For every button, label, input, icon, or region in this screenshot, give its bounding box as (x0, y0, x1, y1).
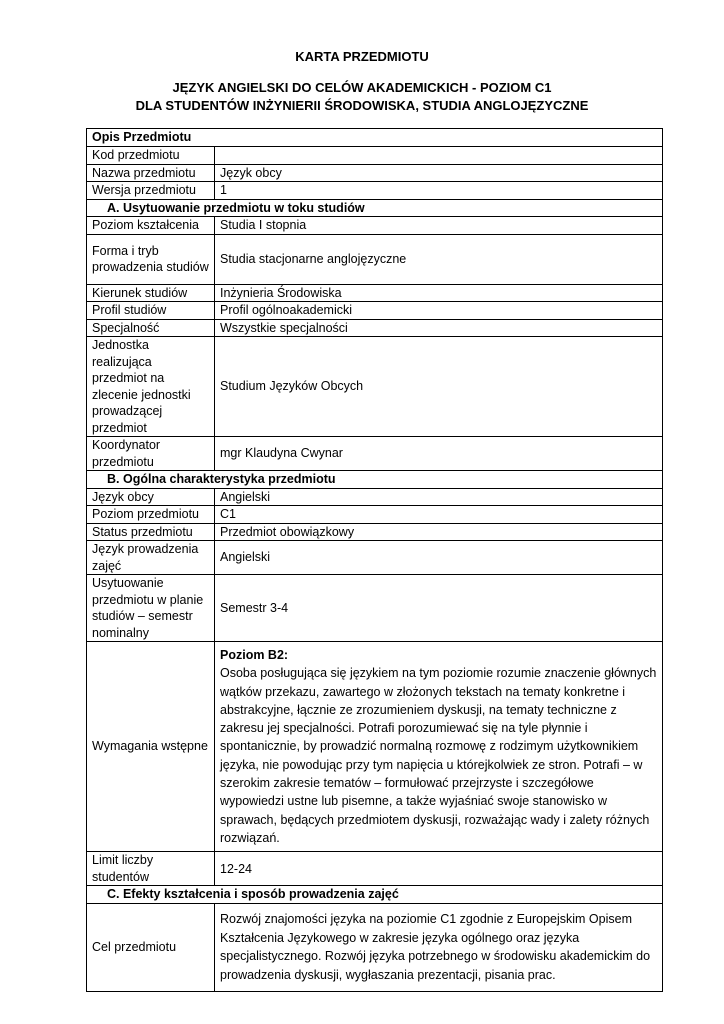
table-row (87, 182, 663, 200)
row-value: Przedmiot obowiązkowy (215, 523, 663, 541)
row-value: mgr Klaudyna Cwynar (215, 437, 663, 471)
table-row (87, 337, 663, 437)
table-row (87, 852, 663, 886)
wymagania-text: Osoba posługująca się językiem na tym poziomie rozumie znaczenie głównych wątków przekazu, zawartego w złożonych tekstach na tematy konkretne i abstrakcyjne, łącznie ze zrozumieniem dyskusji, na tematy techniczne z zakresu jej specjalności. Potrafi porozumiewać się na tyle płynnie i spontanicznie, by prowadzić normalną rozmowę z rodzimym użytkownikiem języka, nie powodując przy tym napięcia u którejkolwiek ze stron. Potrafi – w szerokim zakresie tematów – formułować przejrzyste i szczegółowe wypowiedzi ustne lub pisemne, a także wyjaśniać swoje stanowisko w sprawach, będących przedmiotem dyskusji, rozważając wady i zalety różnych rozwiązań. (220, 666, 657, 845)
row-label: Forma i tryb prowadzenia studiów (87, 234, 215, 284)
document-subtitle-2: DLA STUDENTÓW INŻYNIERII ŚRODOWISKA, STUDIA ANGLOJĘZYCZNE (135, 98, 589, 113)
row-label: Cel przedmiotu (87, 903, 215, 991)
row-label: Język obcy (87, 488, 215, 506)
table-row (87, 437, 663, 471)
row-value: Język obcy (215, 164, 663, 182)
section-heading-row (87, 129, 663, 147)
table-row (87, 506, 663, 524)
row-value: Wszystkie specjalności (215, 319, 663, 337)
row-value: Studia I stopnia (215, 217, 663, 235)
row-value: 1 (215, 182, 663, 200)
row-label: Język prowadzenia zajęć (87, 541, 215, 575)
section-c-heading: C. Efekty kształcenia i sposób prowadzenia zajęć (87, 886, 663, 904)
row-value: Angielski (215, 541, 663, 575)
row-label: Kod przedmiotu (87, 147, 215, 165)
table-row (87, 488, 663, 506)
row-value: Semestr 3-4 (215, 575, 663, 642)
table-row (87, 217, 663, 235)
row-label: Usytuowanie przedmiotu w planie studiów – semestr nominalny (87, 575, 215, 642)
row-label: Poziom kształcenia (87, 217, 215, 235)
row-label: Specjalność (87, 319, 215, 337)
row-label: Wymagania wstępne (87, 642, 215, 852)
section-heading-row (87, 471, 663, 489)
row-label: Profil studiów (87, 302, 215, 320)
row-label: Limit liczby studentów (87, 852, 215, 886)
section-heading-row (87, 199, 663, 217)
row-value: C1 (215, 506, 663, 524)
table-row (87, 284, 663, 302)
row-value: 12-24 (215, 852, 663, 886)
course-card-table (86, 128, 663, 992)
table-row (87, 523, 663, 541)
table-row (87, 147, 663, 165)
table-row (87, 234, 663, 284)
row-label: Wersja przedmiotu (87, 182, 215, 200)
section-heading-row (87, 886, 663, 904)
table-row (87, 541, 663, 575)
row-label: Jednostka realizująca przedmiot na zlecenie jednostki prowadzącej przedmiot (87, 337, 215, 437)
wymagania-title: Poziom B2: (220, 648, 289, 662)
section-b-heading: B. Ogólna charakterystyka przedmiotu (87, 471, 663, 489)
document-title: KARTA PRZEDMIOTU (295, 49, 429, 64)
row-label: Kierunek studiów (87, 284, 215, 302)
row-value: Profil ogólnoakademicki (215, 302, 663, 320)
row-value: Studia stacjonarne anglojęzyczne (215, 234, 663, 284)
table-row (87, 319, 663, 337)
wymagania-value (215, 642, 663, 852)
row-value: Studium Języków Obcych (215, 337, 663, 437)
row-label: Nazwa przedmiotu (87, 164, 215, 182)
table-row (87, 642, 663, 852)
table-row (87, 302, 663, 320)
row-value (215, 147, 663, 165)
opis-heading: Opis Przedmiotu (87, 129, 663, 147)
document-subtitle-1: JĘZYK ANGIELSKI DO CELÓW AKADEMICKICH - POZIOM C1 (172, 80, 552, 95)
section-a-heading: A. Usytuowanie przedmiotu w toku studiów (87, 199, 663, 217)
row-value: Angielski (215, 488, 663, 506)
table-row (87, 903, 663, 991)
row-label: Poziom przedmiotu (87, 506, 215, 524)
table-row (87, 575, 663, 642)
table-row (87, 164, 663, 182)
row-value: Inżynieria Środowiska (215, 284, 663, 302)
row-label: Koordynator przedmiotu (87, 437, 215, 471)
cel-value: Rozwój znajomości języka na poziomie C1 zgodnie z Europejskim Opisem Kształcenia Językowego w zakresie języka ogólnego oraz języka specjalistycznego. Rozwój języka potrzebnego w środowisku akademickim do prowadzenia dyskusji, wygłaszania prezentacji, pisania prac. (215, 903, 663, 991)
row-label: Status przedmiotu (87, 523, 215, 541)
